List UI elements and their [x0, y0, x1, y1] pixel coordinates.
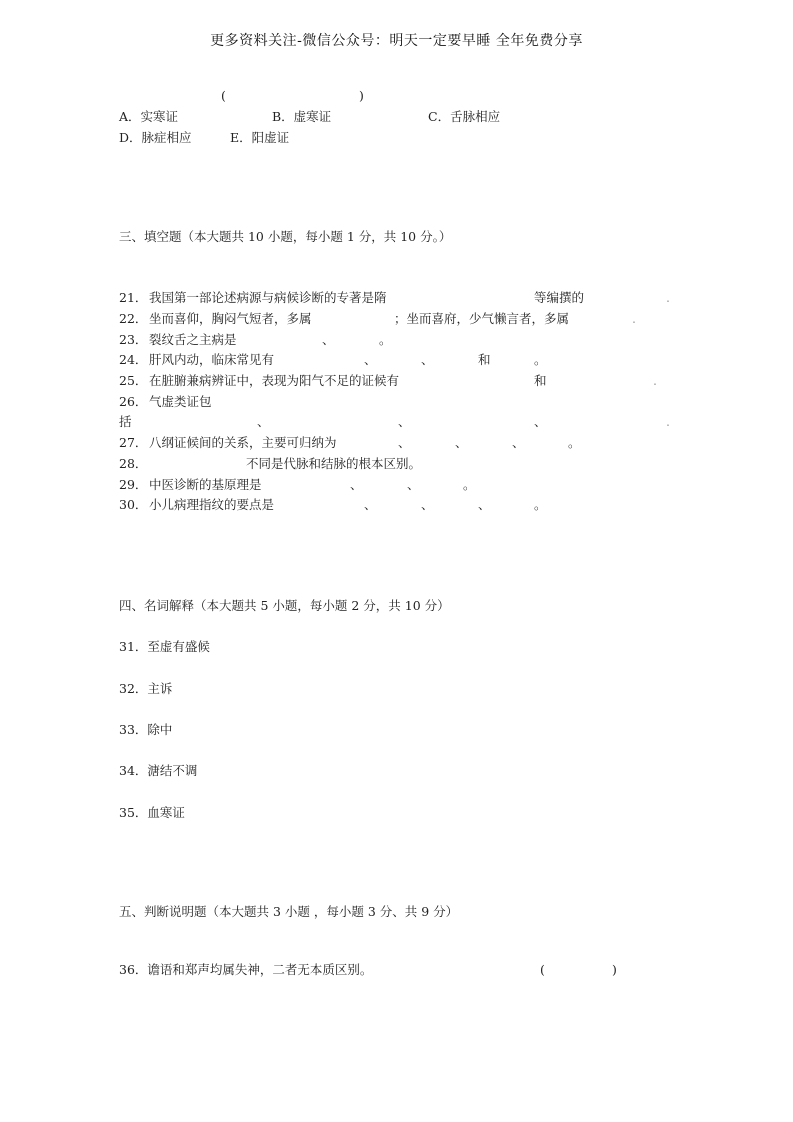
q22-mid: ；坐而喜府，少气懒言者，多属 — [394, 311, 570, 326]
q26-continuation: 括 — [119, 414, 132, 429]
answer-paren-close: ) — [359, 88, 364, 103]
q27-sep-3: 、 — [512, 435, 525, 450]
q30-end: 。 — [534, 497, 547, 512]
q21-end: . — [666, 290, 670, 305]
q24-end: 。 — [534, 352, 547, 367]
q26-sep-1: 、 — [257, 414, 270, 429]
q27-sep-2: 、 — [455, 435, 468, 450]
q25-text: 在脏腑兼病辨证中，表现为阳气不足的证候有 — [149, 373, 400, 388]
q26-sep-2: 、 — [398, 414, 411, 429]
section-4-title: 四、名词解释（本大题共 5 小题，每小题 2 分，共 10 分） — [119, 598, 450, 613]
q29-sep-1: 、 — [350, 477, 363, 492]
q23-sep-1: 、 — [322, 332, 335, 347]
q23-text: 裂纹舌之主病是 — [149, 332, 237, 347]
q33-term: 33．除中 — [119, 722, 173, 737]
q23-number: 23． — [119, 332, 148, 347]
q30-number: 30． — [119, 497, 148, 512]
q28-number: 28． — [119, 456, 148, 471]
q24-text: 肝风内动，临床常见有 — [149, 352, 275, 367]
q27-sep-1: 、 — [398, 435, 411, 450]
answer-paren-open: ( — [221, 88, 226, 103]
q29-sep-2: 、 — [407, 477, 420, 492]
q26-number: 26． — [119, 394, 148, 409]
q27-text: 八纲证候间的关系，主要可归纳为 — [149, 435, 337, 450]
section-5-title: 五、判断说明题（本大题共 3 小题 ，每小题 3 分、共 9 分） — [119, 904, 459, 919]
q26-text: 气虚类证包 — [149, 394, 212, 409]
q22-text: 坐而喜仰，胸闷气短者，多属 — [149, 311, 312, 326]
page-header: 更多资料关注-微信公众号：明天一定要早睡 全年免费分享 — [210, 33, 583, 49]
q35-term: 35．血寒证 — [119, 805, 185, 820]
q27-end: 。 — [568, 435, 581, 450]
q25-number: 25． — [119, 373, 148, 388]
q22-end: . — [632, 311, 636, 326]
q26-end: . — [666, 414, 670, 429]
q29-text: 中医诊断的基原理是 — [149, 477, 262, 492]
q24-number: 24． — [119, 352, 148, 367]
q30-sep-1: 、 — [364, 497, 377, 512]
q30-text: 小儿病理指纹的要点是 — [149, 497, 275, 512]
q30-sep-2: 、 — [421, 497, 434, 512]
q22-number: 22． — [119, 311, 148, 326]
section-3-title: 三、填空题（本大题共 10 小题，每小题 1 分，共 10 分。） — [119, 229, 452, 244]
q26-sep-3: 、 — [534, 414, 547, 429]
q32-term: 32．主诉 — [119, 681, 173, 696]
q30-sep-3: 、 — [478, 497, 491, 512]
option-d: D．脉症相应 — [119, 130, 192, 145]
q29-end: 。 — [463, 477, 476, 492]
q25-end: . — [653, 373, 657, 388]
q21-tail: 等编撰的 — [534, 290, 585, 305]
q21-text: 我国第一部论述病源与病候诊断的专著是隋 — [149, 290, 387, 305]
q36-text: 36．谵语和郑声均属失神，二者无本质区别。 — [119, 962, 373, 977]
q27-number: 27． — [119, 435, 148, 450]
option-b: B．虚寒证 — [272, 109, 332, 124]
q21-number: 21． — [119, 290, 148, 305]
option-a: A．实寒证 — [119, 109, 179, 124]
q24-and: 和 — [478, 352, 491, 367]
q24-sep-2: 、 — [421, 352, 434, 367]
option-c: C．舌脉相应 — [428, 109, 501, 124]
q24-sep-1: 、 — [364, 352, 377, 367]
q36-paren-open: ( — [540, 962, 545, 977]
q29-number: 29． — [119, 477, 148, 492]
q23-end: 。 — [379, 332, 392, 347]
q25-and: 和 — [534, 373, 547, 388]
q28-text: 不同是代脉和结脉的根本区别。 — [246, 456, 422, 471]
q36-paren-close: ) — [612, 962, 617, 977]
q31-term: 31．至虚有盛候 — [119, 639, 210, 654]
q34-term: 34．溏结不调 — [119, 763, 198, 778]
option-e: E．阳虚证 — [230, 130, 290, 145]
